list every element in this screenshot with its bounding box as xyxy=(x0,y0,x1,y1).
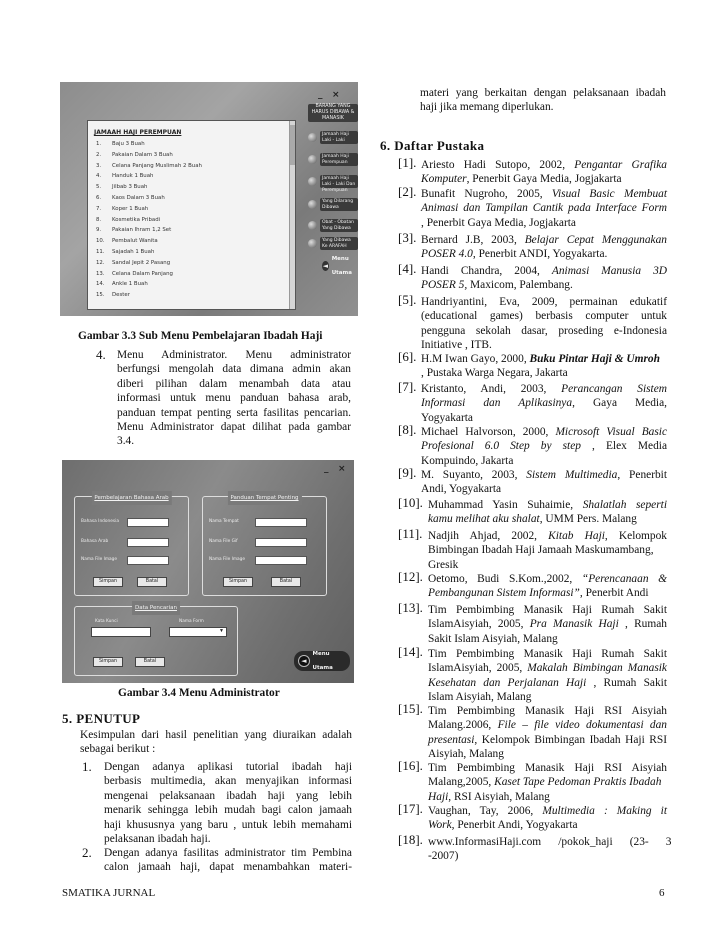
text-input[interactable] xyxy=(255,556,307,565)
reference-10: Muhammad Yasin Suhaimie, Shalatlah seperti kamu melihat aku shalat, UMM Pers. Malang xyxy=(428,499,667,526)
list-item: 4. Handuk 1 Buah xyxy=(96,173,154,180)
checklist-title: JAMAAH HAJI PEREMPUAN xyxy=(94,129,182,136)
group-data-pencarian xyxy=(74,606,238,676)
list-item: 11. Sajadah 1 Buah xyxy=(96,248,155,255)
field-bahasa-arab: Bahasa Arab xyxy=(81,535,169,549)
reference-number: [6]. xyxy=(398,349,417,364)
field-nama-file-image: Nama File Image xyxy=(81,553,169,567)
list-number: 2. xyxy=(82,845,92,860)
batal-button[interactable]: Batal xyxy=(137,577,167,587)
nama-form-label: Nama Form xyxy=(179,619,204,624)
figure-3-3-screenshot xyxy=(60,82,358,316)
field-nama-file-gif: Nama File Gif xyxy=(209,535,307,549)
chevron-down-icon: ▼ xyxy=(219,629,224,634)
reference-11: Nadjih Ahjad, 2002, Kitab Haji, Kelompok Bimbingan Ibadah Haji Jamaah Maskumambang, Gresik xyxy=(428,530,667,571)
list-item: 12. Sandal Jepit 2 Pasang xyxy=(96,259,171,266)
reference-number: [11]. xyxy=(398,526,423,541)
checklist xyxy=(96,139,202,301)
conclusion-2: Dengan adanya fasilitas administrator tim Pembina calon jamaah haji, dapat menambahkan materi- xyxy=(104,847,352,874)
reference-number: [16]. xyxy=(398,758,423,773)
list-item: 15. Dester xyxy=(96,292,130,299)
minimize-icon: _ xyxy=(324,464,329,474)
group-title: Panduan Tempat Penting xyxy=(227,491,301,505)
reference-15: Tim Pembimbing Manasik Haji RSI Aisyiah Malang.2006, File – file video dokumentasi dan presentasi, Kelompok Bimbingan Ibadah Haji RSI Aisyiah, Malang xyxy=(428,705,667,761)
arrow-left-icon: ◄ xyxy=(298,655,310,667)
reference-3: Bernard J.B, 2003, Belajar Cepat Menggunakan POSER 4.0, Penerbit ANDI, Yogyakarta. xyxy=(421,234,667,261)
reference-number: [9]. xyxy=(398,465,417,480)
menu-button-obat[interactable]: Obat - Obatan Yang Dibawa xyxy=(308,218,358,233)
reference-number: [5]. xyxy=(398,292,417,307)
reference-number: [13]. xyxy=(398,600,423,615)
bullet-icon xyxy=(308,200,317,209)
reference-1: Ariesto Hadi Sutopo, 2002, Pengantar Grafika Komputer, Penerbit Gaya Media, Jogjakarta xyxy=(421,159,667,186)
list-item: 6. Kaos Dalam 3 Buah xyxy=(96,194,165,201)
nama-form-select[interactable] xyxy=(169,627,227,637)
text-input[interactable] xyxy=(127,518,169,527)
list-item: 8. Kosmetika Pribadi xyxy=(96,216,161,223)
reference-14: Tim Pembimbing Manasik Haji Rumah Sakit IslamAisyiah, 2005, Makalah Bimbingan Manasik Kesehatan dan Perjalanan Haji , Rumah Sakit Islam Aisyiah, Malang xyxy=(428,648,667,704)
checklist-panel xyxy=(87,120,296,310)
reference-13: Tim Pembimbing Manasik Haji Rumah Sakit IslamAisyiah, 2005, Pra Manasik Haji , Rumah Sakit Islam Aisyiah, Malang xyxy=(428,604,667,645)
conclusion-1: Dengan adanya aplikasi tutorial ibadah haji berbasis multimedia, akan menyajikan informasi mengenai pelaksanaan ibadah haji yang lebih menarik sehingga lebih mudah bagi calon jamaah haji khususnya yang baru , untuk lebih memahami pelaksanan ibadah haji. xyxy=(104,761,352,846)
bullet-icon xyxy=(308,239,317,248)
list-number: 1. xyxy=(82,759,92,774)
page-number: 6 xyxy=(659,887,665,899)
text-input[interactable] xyxy=(127,556,169,565)
section-heading-penutup: 5. PENUTUP xyxy=(62,711,141,726)
menu-button-laki[interactable]: Jamaah Haji Laki - Laki xyxy=(308,130,358,145)
field-nama-tempat: Nama Tempat xyxy=(209,515,307,529)
list-item: 13. Celana Dalam Panjang xyxy=(96,270,173,277)
batal-button[interactable]: Batal xyxy=(271,577,301,587)
list-item: 3. Celana Panjang Muslimah 2 Buah xyxy=(96,162,202,169)
reference-16: Tim Pembimbing Manasik Haji RSI Aisyiah Malang,2005, Kaset Tape Pedoman Praktis Ibadah Haji, RSI Aisyiah, Malang xyxy=(428,762,667,803)
item-4-text: Menu Administrator. Menu administrator berfungsi mengolah data dimana admin akan diberi pilihan dalam menambah data atau informasi untuk menu panduan bahasa arab, panduan tempat penting serta fasilitas pencarian. Menu Administrator dapat dilihat pada gambar 3.4. xyxy=(117,349,351,448)
reference-2: Bunafit Nugroho, 2005, Visual Basic Membuat Animasi dan Tampilan Cantik pada Interface Form , Penerbit Gaya Media, Jogjakarta xyxy=(421,188,667,229)
menu-button-perempuan[interactable]: Jamaah Haji Perempuan xyxy=(308,152,358,167)
figure-caption-3-4: Gambar 3.4 Menu Administrator xyxy=(118,687,280,699)
minimize-icon: _ xyxy=(318,90,323,100)
reference-9: M. Suyanto, 2003, Sistem Multimedia, Penerbit Andi, Yogyakarta xyxy=(421,469,668,496)
list-scrollbar[interactable] xyxy=(289,121,295,309)
section-heading-daftar-pustaka: 6. Daftar Pustaka xyxy=(380,138,485,153)
text-input[interactable] xyxy=(255,518,307,527)
menu-button-arafah[interactable]: Yang Dibawa Ke ARAFAH xyxy=(308,236,358,251)
close-icon: × xyxy=(332,90,340,100)
bullet-icon xyxy=(308,177,317,186)
menu-utama-button[interactable]: ◄ Menu Utama xyxy=(294,651,350,671)
reference-4: Handi Chandra, 2004, Animasi Manusia 3D POSER 5, Maxicom, Palembang. xyxy=(421,265,667,292)
batal-button[interactable]: Batal xyxy=(135,657,165,667)
reference-17: Vaughan, Tay, 2006, Multimedia : Making it Work, Penerbit Andi, Yogyakarta xyxy=(428,805,667,832)
group-panduan-tempat-penting xyxy=(202,496,327,596)
text-input[interactable] xyxy=(127,538,169,547)
reference-number: [4]. xyxy=(398,261,417,276)
list-number: 4. xyxy=(96,347,106,362)
reference-12: Oetomo, Budi S.Kom.,2002, “Perencanaan & Pembangunan Sistem Informasi”, Penerbit Andi xyxy=(428,573,668,600)
reference-5: Handriyantini, Eva, 2009, permainan edukatif (educational games) berbasis computer untuk pengguna sekolah dasar, proseding e-Indonesia Initiative , ITB. xyxy=(421,296,667,352)
list-item: 9. Pakaian Ihram 1,2 Set xyxy=(96,227,172,234)
group-title: Data Pencarian xyxy=(132,601,180,615)
reference-6: H.M Iwan Gayo, 2000, Buku Pintar Haji & Umroh , Pustaka Warga Negara, Jakarta xyxy=(421,353,660,380)
reference-number: [1]. xyxy=(398,155,417,170)
simpan-button[interactable]: Simpan xyxy=(93,577,123,587)
simpan-button[interactable]: Simpan xyxy=(223,577,253,587)
footer-journal-name: SMATIKA JURNAL xyxy=(62,887,156,899)
reference-18: www.InformasiHaji.com /pokok_haji (23- 3 -2007) xyxy=(428,836,672,863)
close-icon: × xyxy=(338,464,346,474)
text-input[interactable] xyxy=(255,538,307,547)
reference-number: [15]. xyxy=(398,701,423,716)
bullet-icon xyxy=(308,133,317,142)
reference-8: Michael Halvorson, 2000, Microsoft Visual Basic Profesional 6.0 Step by step , Elex Media Kompuindo, Jakarta xyxy=(421,426,668,467)
penutup-intro: Kesimpulan dari hasil penelitian yang diuraikan adalah sebagai berikut : xyxy=(80,729,352,756)
group-pembelajaran-bahasa-arab xyxy=(74,496,189,596)
reference-number: [8]. xyxy=(398,422,417,437)
list-item: 2. Pakaian Dalam 3 Buah xyxy=(96,151,173,158)
reference-number: [17]. xyxy=(398,801,423,816)
list-item: 5. Jilbab 3 Buah xyxy=(96,184,148,191)
menu-utama-button[interactable]: ◄ Menu Utama xyxy=(322,256,352,277)
figure-3-4-screenshot xyxy=(62,460,354,683)
kata-kunci-input[interactable] xyxy=(91,627,151,637)
menu-header: BARANG YANG HARUS DIBAWA & MANASIK xyxy=(308,104,358,122)
group-title: Pembelajaran Bahasa Arab xyxy=(91,491,171,505)
list-item: 14. Ankle 1 Buah xyxy=(96,281,148,288)
field-bahasa-indonesia: Bahasa Indonesia xyxy=(81,515,169,529)
reference-number: [12]. xyxy=(398,569,423,584)
menu-button-laki-perempuan[interactable]: Jamaah Haji Laki - Laki Dan Perempuan xyxy=(308,174,358,189)
reference-7: Kristanto, Andi, 2003, Perancangan Sistem Informasi dan Aplikasinya, Gaya Media, Yogyakarta xyxy=(421,383,667,424)
reference-number: [2]. xyxy=(398,184,417,199)
list-item: 1. Baju 3 Buah xyxy=(96,141,145,147)
reference-number: [14]. xyxy=(398,644,423,659)
field-nama-file-image: Nama File Image xyxy=(209,553,307,567)
reference-number: [3]. xyxy=(398,230,417,245)
reference-number: [10]. xyxy=(398,495,423,510)
kata-kunci-label: Kata Kunci xyxy=(95,619,118,624)
figure-caption-3-3: Gambar 3.3 Sub Menu Pembelajaran Ibadah Haji xyxy=(78,330,323,342)
scrollbar-thumb[interactable] xyxy=(290,125,295,165)
list-item: 10. Pembalut Wanita xyxy=(96,238,158,245)
arrow-left-icon: ◄ xyxy=(322,262,329,271)
menu-button-dilarang[interactable]: Yang Dilarang Dibawa xyxy=(308,197,358,212)
bullet-icon xyxy=(308,155,317,164)
reference-number: [18]. xyxy=(398,832,423,847)
reference-number: [7]. xyxy=(398,379,417,394)
continued-text: materi yang berkaitan dengan pelaksanaan ibadah haji jika memang diperlukan. xyxy=(420,87,666,114)
bullet-icon xyxy=(308,221,317,230)
list-item: 7. Koper 1 Buah xyxy=(96,205,149,212)
simpan-button[interactable]: Simpan xyxy=(93,657,123,667)
